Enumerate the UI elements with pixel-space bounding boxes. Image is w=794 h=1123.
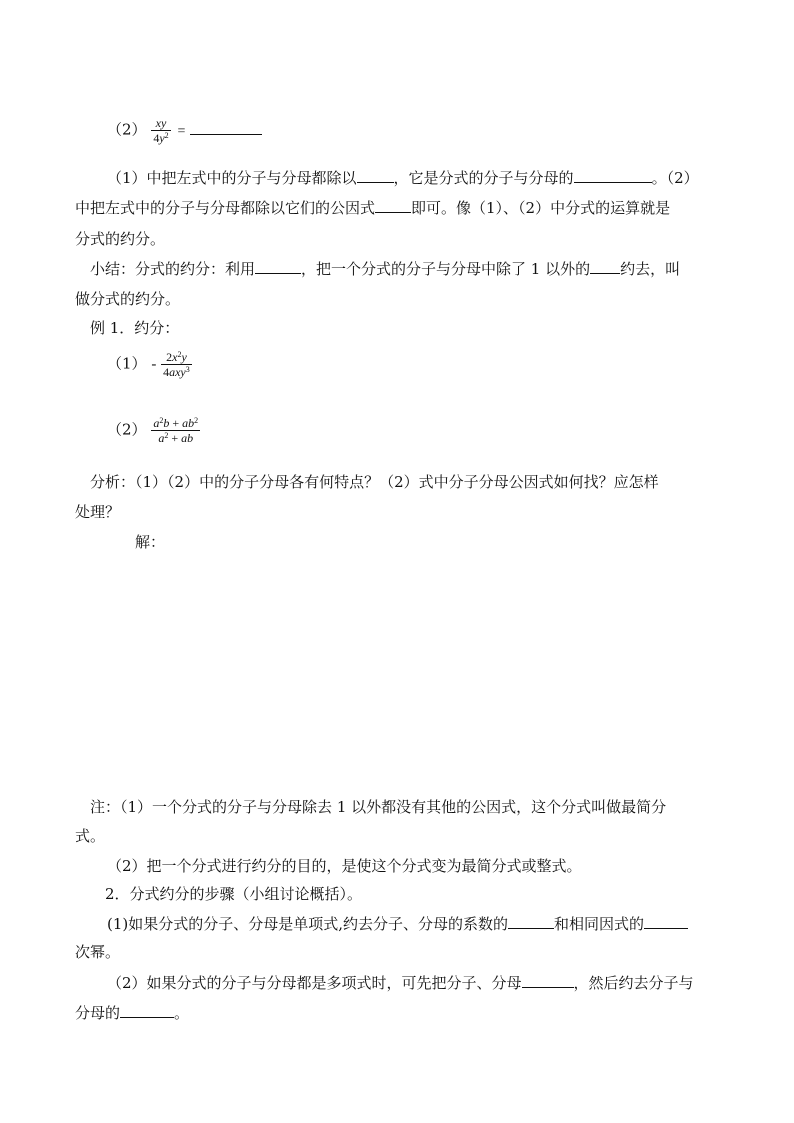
den-var: axy [169, 365, 186, 379]
plus-sign: + [168, 431, 182, 445]
item-label: （2） [107, 120, 147, 139]
fraction-numerator [151, 416, 200, 430]
solution-label [135, 532, 165, 552]
example-1-label: （1） [107, 354, 147, 373]
step1-line1 [107, 914, 688, 934]
num-coef: 2 [166, 350, 173, 364]
den-exp: 2 [164, 431, 169, 440]
para1-text-d: 中把左式中的分子与分母都除以它们的公因式 [75, 199, 376, 217]
den-coef: 4 [153, 131, 160, 145]
step1-line2 [75, 942, 120, 962]
fraction-denominator [161, 364, 192, 379]
den-coef: 4 [163, 365, 170, 379]
den-exp: 3 [185, 365, 190, 374]
para1-line2 [75, 198, 670, 218]
para1-line3 [75, 229, 165, 249]
num-exp2: 2 [194, 416, 199, 425]
blank-1[interactable] [357, 168, 394, 183]
blank-7[interactable] [644, 914, 688, 929]
example-1 [107, 350, 192, 379]
fraction-numerator: xy [155, 116, 167, 130]
steps-title [105, 884, 362, 904]
example-title [90, 318, 179, 338]
example-2-label: （2） [107, 420, 147, 439]
summary-line1 [90, 259, 680, 279]
num-exp1: 2 [159, 416, 164, 425]
step2-text-d: 。 [174, 1004, 190, 1022]
note-text-b: 式。 [75, 827, 106, 845]
plus-sign: + [169, 416, 183, 430]
fraction-numerator [161, 350, 192, 364]
step1-text-b: 和相同因式的 [554, 915, 645, 933]
analysis-text-b: 处理？ [75, 503, 121, 521]
num-y: y [181, 350, 187, 364]
blank-2[interactable] [574, 168, 652, 183]
step2-line2 [75, 1003, 189, 1023]
step1-text-c: 次幂。 [75, 943, 121, 961]
num-ab: ab [182, 416, 195, 430]
step2-text-b: ，然后约去分子与 [573, 974, 694, 992]
para1-line1 [107, 168, 699, 188]
item-2-equation [107, 116, 262, 145]
den-a: a [158, 431, 165, 445]
summary-text-c: 约去，叫 [620, 260, 681, 278]
minus-sign: - [151, 356, 157, 373]
blank-5[interactable] [590, 259, 620, 274]
note-line1 [90, 797, 666, 817]
fraction-denominator [151, 130, 170, 145]
answer-blank[interactable] [190, 120, 262, 135]
note-line2 [75, 826, 105, 846]
blank-3[interactable] [375, 198, 411, 213]
example-2 [107, 416, 200, 445]
fraction-example-1 [161, 350, 192, 379]
note-line3 [107, 856, 582, 876]
summary-line2 [75, 289, 180, 309]
para1-text-c: 。（2） [651, 169, 699, 187]
fraction-example-2 [151, 416, 200, 445]
num-a: a [153, 416, 160, 430]
summary-text-a: 小结：分式的约分：利用 [90, 260, 256, 278]
num-exp: 2 [177, 350, 182, 359]
step2-text-c: 分母的 [75, 1004, 121, 1022]
summary-text-b: ，把一个分式的分子与分母中除了 1 以外的 [301, 260, 591, 278]
analysis-text-a: 分析：（1）（2）中的分子分母各有何特点？（2）式中分子分母公因式如何找？应怎样 [90, 473, 659, 491]
analysis-line2 [75, 502, 120, 522]
equals-sign: = [177, 123, 186, 139]
fraction-xy-over-4y2 [151, 116, 170, 145]
para1-text-b: ，它是分式的分子与分母的 [393, 169, 574, 187]
num-b: b [163, 416, 170, 430]
blank-4[interactable] [255, 259, 301, 274]
fraction-denominator [151, 430, 200, 445]
para1-text-e: 即可。像（1）、（2）中分式的运算就是 [411, 199, 671, 217]
step2-text-a: （2）如果分式的分子与分母都是多项式时，可先把分子、分母 [107, 974, 522, 992]
solution-text: 解： [135, 533, 166, 551]
para1-text-a: （1）中把左式中的分子与分母都除以 [107, 169, 357, 187]
note-text-c: （2）把一个分式进行约分的目的，是使这个分式变为最简分式或整式。 [107, 857, 582, 875]
blank-8[interactable] [522, 973, 574, 988]
analysis-line1 [90, 472, 659, 492]
den-var: y [159, 131, 165, 145]
example-title-text: 例 1．约分： [90, 319, 180, 337]
summary-text-d: 做分式的约分。 [75, 290, 181, 308]
blank-6[interactable] [508, 914, 554, 929]
step2-line1 [107, 973, 694, 993]
den-ab: ab [181, 431, 194, 445]
steps-title-text: 2．分式约分的步骤（小组讨论概括）。 [105, 885, 363, 903]
note-text-a: 注：（1）一个分式的分子与分母除去 1 以外都没有其他的公因式，这个分式叫做最简分 [90, 798, 667, 816]
den-exp: 2 [164, 131, 169, 140]
num-x: x [172, 350, 178, 364]
step1-text-a: (1)如果分式的分子、分母是单项式,约去分子、分母的系数的 [107, 915, 509, 933]
blank-9[interactable] [120, 1003, 174, 1018]
para1-text-f: 分式的约分。 [75, 230, 166, 248]
